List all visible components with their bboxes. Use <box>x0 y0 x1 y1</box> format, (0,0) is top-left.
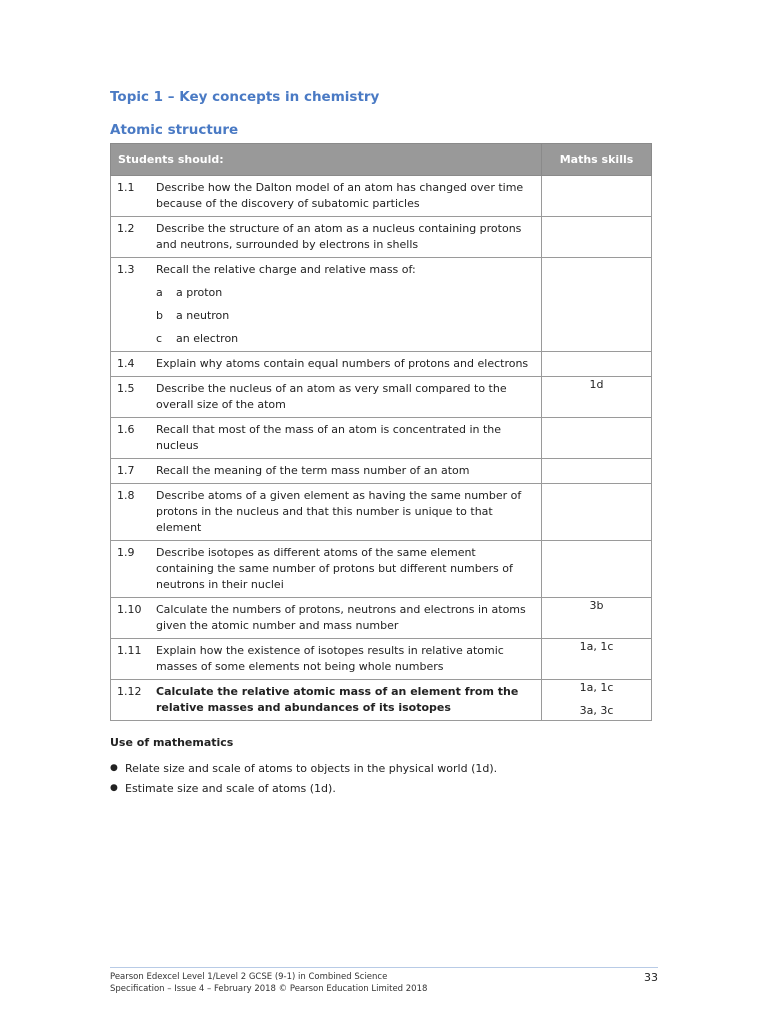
maths-skill-cell <box>542 541 652 598</box>
row-number: 1.7 <box>117 464 135 477</box>
maths-skill-cell <box>542 217 652 258</box>
footer <box>110 971 427 995</box>
table-row <box>111 598 652 639</box>
row-text: Calculate the numbers of protons, neutrons and electrons in atoms given the atomic number and mass number <box>156 603 526 632</box>
sub-item-text: an electron <box>176 332 239 345</box>
row-number: 1.5 <box>117 382 135 395</box>
maths-skill-cell <box>542 377 652 418</box>
table-row <box>111 459 652 484</box>
maths-skill-cell <box>542 258 652 352</box>
row-text: Describe the nucleus of an atom as very small compared to the overall size of the atom <box>156 382 507 411</box>
footer-line-1: Pearson Edexcel Level 1/Level 2 GCSE (9-1) in Combined Science <box>110 972 388 982</box>
bullet-icon: ● <box>110 783 118 793</box>
row-text: Calculate the relative atomic mass of an element from the relative masses and abundances of its isotopes <box>156 685 519 714</box>
table-row <box>111 176 652 217</box>
statement-cell <box>111 258 542 352</box>
statement-cell <box>111 484 542 541</box>
row-text: Explain why atoms contain equal numbers of protons and electrons <box>156 357 529 370</box>
statement-cell <box>111 598 542 639</box>
statement-cell <box>111 176 542 217</box>
maths-skill-cell <box>542 680 652 721</box>
row-number: 1.4 <box>117 357 135 370</box>
bullet-icon: ● <box>110 763 118 773</box>
statement-cell <box>111 459 542 484</box>
table-header-row <box>111 144 652 176</box>
row-number: 1.12 <box>117 685 142 698</box>
row-number: 1.8 <box>117 489 135 502</box>
row-text: Explain how the existence of isotopes results in relative atomic masses of some elements not being whole numbers <box>156 644 504 673</box>
row-number: 1.11 <box>117 644 142 657</box>
row-text: Describe the structure of an atom as a nucleus containing protons and neutrons, surrounded by electrons in shells <box>156 222 522 251</box>
maths-skill-cell <box>542 598 652 639</box>
table-row <box>111 352 652 377</box>
statement-cell <box>111 352 542 377</box>
statement-cell <box>111 217 542 258</box>
row-text: Describe isotopes as different atoms of the same element containing the same number of protons but different numbers of neutrons in their nuclei <box>156 546 513 591</box>
table-row <box>111 484 652 541</box>
row-number: 1.9 <box>117 546 135 559</box>
use-of-mathematics-title: Use of mathematics <box>110 736 234 749</box>
row-text: Describe how the Dalton model of an atom has changed over time because of the discovery of subatomic particles <box>156 181 524 210</box>
sub-item-text: a neutron <box>176 309 230 322</box>
table-row <box>111 258 652 352</box>
row-text: Recall the meaning of the term mass number of an atom <box>156 464 470 477</box>
page-number: 33 <box>644 971 658 984</box>
maths-skill: 1a, 1c <box>579 640 614 653</box>
sub-item-letter: a <box>156 286 163 299</box>
sub-item-letter: b <box>156 309 163 322</box>
row-text: Recall the relative charge and relative mass of: <box>156 263 416 276</box>
row-number: 1.3 <box>117 263 135 276</box>
maths-skill: 1a, 1c <box>579 681 614 694</box>
maths-skill-secondary: 3a, 3c <box>579 704 614 717</box>
table-row <box>111 639 652 680</box>
statement-cell <box>111 680 542 721</box>
maths-skill-cell <box>542 352 652 377</box>
list-item-text: Relate size and scale of atoms to objects in the physical world (1d). <box>125 761 498 775</box>
statement-cell <box>111 377 542 418</box>
footer-line-2: Specification – Issue 4 – February 2018 © Pearson Education Limited 2018 <box>110 984 428 994</box>
maths-skill-cell <box>542 484 652 541</box>
sub-item <box>156 308 534 324</box>
sub-item <box>156 285 534 301</box>
table-row <box>111 377 652 418</box>
list-item <box>110 778 497 798</box>
maths-skill: 3b <box>589 599 604 612</box>
use-of-mathematics-list <box>110 758 497 798</box>
topic-title: Topic 1 – Key concepts in chemistry <box>110 89 380 105</box>
list-item <box>110 758 497 778</box>
list-item-text: Estimate size and scale of atoms (1d). <box>125 781 336 795</box>
section-title: Atomic structure <box>110 122 239 138</box>
maths-skill-cell <box>542 418 652 459</box>
row-number: 1.10 <box>117 603 142 616</box>
maths-skill-cell <box>542 176 652 217</box>
students-should-header: Students should: <box>111 144 542 176</box>
row-number: 1.6 <box>117 423 135 436</box>
maths-skill-cell <box>542 639 652 680</box>
row-text: Recall that most of the mass of an atom is concentrated in the nucleus <box>156 423 502 452</box>
table-row <box>111 217 652 258</box>
statement-cell <box>111 639 542 680</box>
maths-skills-header: Maths skills <box>542 144 652 176</box>
maths-skill-cell <box>542 459 652 484</box>
row-number: 1.1 <box>117 181 135 194</box>
sub-item <box>156 331 534 347</box>
row-number: 1.2 <box>117 222 135 235</box>
sub-item-letter: c <box>156 332 163 345</box>
table-row <box>111 418 652 459</box>
maths-skill: 1d <box>589 378 604 391</box>
specification-table <box>110 143 652 721</box>
row-text: Describe atoms of a given element as having the same number of protons in the nucleus and that this number is unique to that element <box>156 489 522 534</box>
sub-item-text: a proton <box>176 286 223 299</box>
table-row <box>111 680 652 721</box>
statement-cell <box>111 541 542 598</box>
footer-divider <box>110 967 658 968</box>
table-row <box>111 541 652 598</box>
statement-cell <box>111 418 542 459</box>
